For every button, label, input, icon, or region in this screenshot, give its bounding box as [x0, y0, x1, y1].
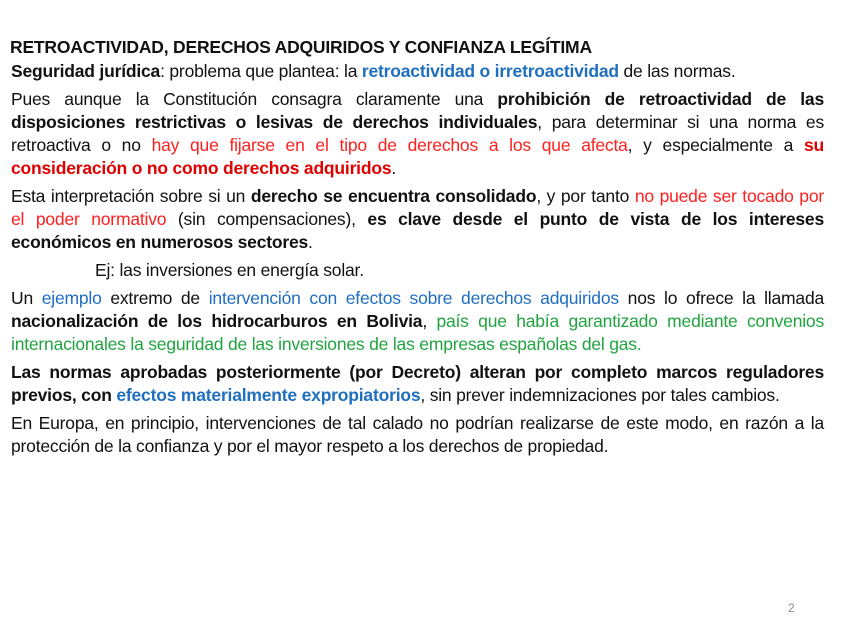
paragraph-ejemplo-solar: Ej: las inversiones en energía solar. — [95, 260, 364, 280]
bold-intereses-economicos: es clave desde el punto de vista de los intereses económicos en numerosos sectores — [11, 209, 824, 252]
paragraph-bolivia — [11, 287, 824, 356]
text-span: , — [422, 311, 437, 331]
text-span: nos lo ofrece la llamada — [618, 288, 825, 308]
text-span: extremo de — [101, 288, 209, 308]
text-span: (sin compensaciones), — [166, 209, 368, 229]
text-span: Esta interpretación sobre si un — [11, 186, 251, 206]
text-span: , y especialmente a — [627, 135, 804, 155]
paragraph-europa: En Europa, en principio, intervenciones de tal calado no podrían realizarse de este modo, en razón a la protección de la confianza y por el mayor respeto a los derechos de propiedad. — [11, 413, 824, 456]
blue-intervencion: intervención con efectos sobre derechos adquiridos — [208, 288, 619, 308]
page-number: 2 — [788, 601, 795, 615]
term-seguridad-juridica: Seguridad jurídica — [11, 61, 161, 81]
text-span: de las normas. — [618, 61, 736, 81]
red-poder-normativo: no puede ser tocado por el poder normativo — [11, 186, 824, 229]
bold-prohibicion: prohibición de retroactividad de las disposiciones restrictivas o lesivas de derechos individuales — [11, 89, 824, 132]
blue-ejemplo: ejemplo — [41, 288, 102, 308]
blue-bold-expropiatorios: efectos materialmente expropiatorios — [116, 385, 421, 405]
slide-title: RETROACTIVIDAD, DERECHOS ADQUIRIDOS Y CONFIANZA LEGÍTIMA — [10, 37, 592, 57]
paragraph-normas-decreto — [11, 361, 824, 407]
paragraph-interpretacion — [11, 185, 824, 254]
bold-derecho-consolidado: derecho se encuentra consolidado — [250, 186, 537, 206]
red-tipo-derechos: hay que fijarse en el tipo de derechos a los que afecta — [151, 135, 628, 155]
paragraph-constitucion — [11, 88, 824, 180]
green-convenios: país que había garantizado mediante convenios internacionales la seguridad de las inversiones de las empresas españolas del gas. — [11, 311, 825, 354]
text-span: Pues aunque la Constitución consagra claramente una — [11, 89, 498, 109]
text-span: : problema que plantea: la — [160, 61, 362, 81]
bold-normas-aprobadas: Las normas aprobadas posteriormente (por Decreto) alteran por completo marcos reguladores previos, con — [11, 362, 824, 405]
text-span: . — [391, 158, 397, 178]
text-span: , para determinar si una norma es retroactiva o no — [11, 112, 825, 155]
text-span: . — [308, 232, 313, 252]
highlight-retroactividad: retroactividad o irretroactividad — [361, 61, 619, 81]
text-span: , y por tanto — [536, 186, 635, 206]
bold-nacionalizacion: nacionalización de los hidrocarburos en Bolivia — [11, 311, 423, 331]
text-span: , sin prever indemnizaciones por tales cambios. — [420, 385, 780, 405]
slide-body — [11, 60, 824, 463]
text-span: Un — [11, 288, 42, 308]
paragraph-seguridad-juridica — [11, 60, 824, 83]
red-bold-derechos-adquiridos: su consideración o no como derechos adquiridos — [11, 135, 824, 178]
